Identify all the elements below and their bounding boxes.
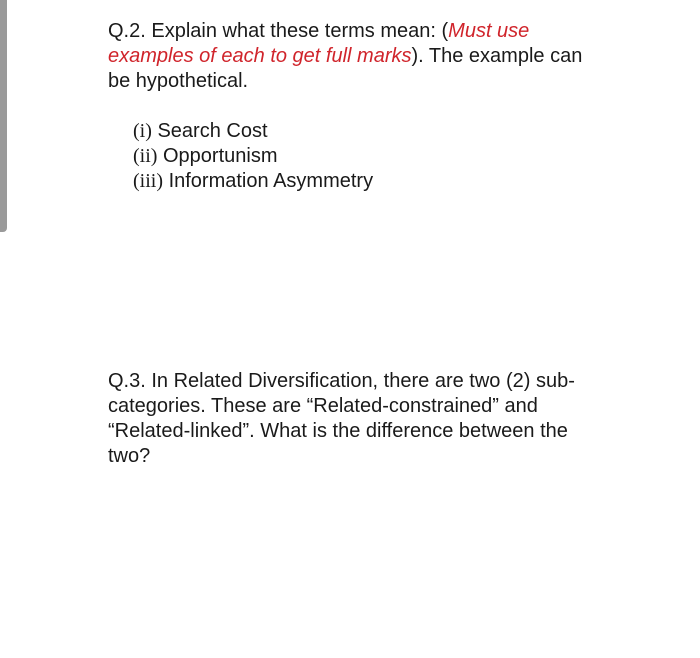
question-2 [108,19,588,94]
term-label: Information Asymmetry [168,170,374,192]
term-label: Search Cost [157,120,268,142]
term-numeral: (iii) [133,170,163,192]
question-2-prefix: Q.2. Explain what these terms mean: ( [108,20,449,42]
term-item-information-asymmetry [133,169,373,194]
question-2-suffix: ). The example can be hypothetical. [108,45,583,92]
term-item-opportunism [133,144,373,169]
scroll-indicator[interactable] [0,0,7,232]
term-numeral: (ii) [133,145,158,167]
question-3 [108,369,588,469]
question-2-emphasis: Must use examples of each to get full marks [108,20,530,67]
term-label: Opportunism [163,145,278,167]
question-2-term-list [133,119,373,194]
term-numeral: (i) [133,120,152,142]
term-item-search-cost [133,119,373,144]
question-3-text: Q.3. In Related Diversification, there are two (2) sub-categories. These are “Related-constrained” and “Related-linked”. What is the difference between the two? [108,370,575,467]
